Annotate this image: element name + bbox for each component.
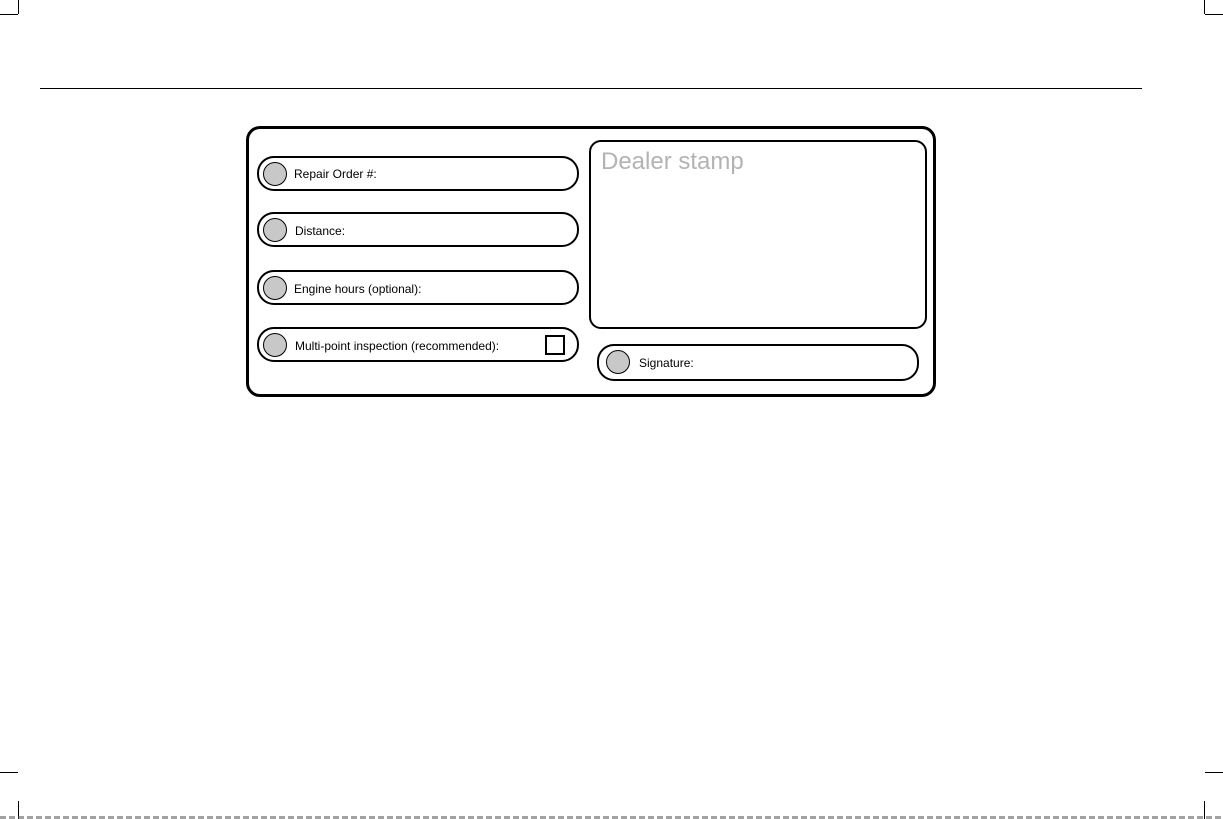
signature-label: Signature:	[639, 356, 694, 370]
multi-point-inspection-field[interactable]	[257, 327, 579, 362]
crop-mark-top-right	[1205, 14, 1223, 15]
multi-point-inspection-label: Multi-point inspection (recommended):	[295, 339, 500, 353]
dealer-stamp-box[interactable]	[589, 140, 927, 329]
repair-order-label: Repair Order #:	[294, 167, 377, 181]
crop-mark-bottom-left	[0, 772, 18, 773]
inspection-checkbox[interactable]	[545, 335, 565, 355]
field-dot-icon	[263, 333, 287, 357]
engine-hours-field[interactable]	[257, 270, 579, 305]
field-dot-icon	[263, 218, 287, 242]
dealer-stamp-label: Dealer stamp	[601, 148, 744, 175]
crop-mark-top-left	[0, 14, 18, 15]
engine-hours-label: Engine hours (optional):	[294, 282, 422, 296]
distance-label: Distance:	[295, 224, 346, 238]
header-rule	[40, 88, 1142, 89]
field-dot-icon	[606, 350, 630, 374]
signature-field[interactable]	[597, 344, 919, 381]
crop-mark-top-right-vertical	[1204, 0, 1205, 14]
field-dot-icon	[263, 276, 287, 300]
crop-mark-bottom-right	[1205, 772, 1223, 773]
repair-order-field[interactable]	[257, 156, 579, 191]
field-dot-icon	[263, 162, 287, 186]
crop-mark-top-left-vertical	[18, 0, 19, 14]
distance-field[interactable]	[257, 212, 579, 247]
